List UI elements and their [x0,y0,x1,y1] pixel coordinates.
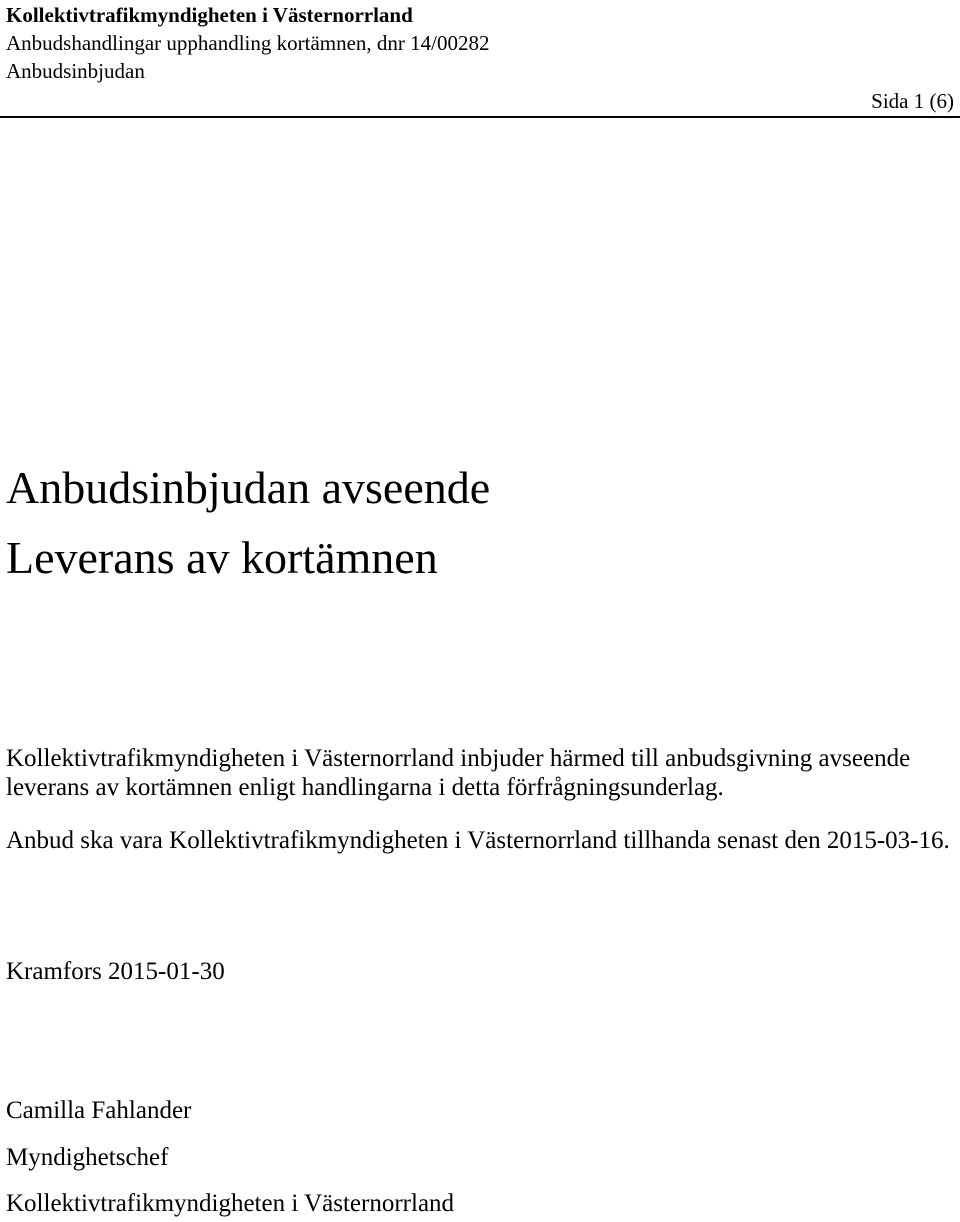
document-title-line-2: Leverans av kortämnen [6,532,438,583]
deadline-paragraph: Anbud ska vara Kollektivtrafikmyndigheten i Västernorrland tillhanda senast den 2015-03-16. [6,827,950,854]
signer-name: Camilla Fahlander [6,1097,192,1124]
header-subtitle: Anbudshandlingar upphandling kortämnen, dnr 14/00282 [6,31,490,55]
header-divider [0,116,960,118]
header-document-type: Anbudsinbjudan [6,59,145,83]
invitation-paragraph: Kollektivtrafikmyndigheten i Västernorrland inbjuder härmed till anbudsgivning avseende leverans av kortämnen enligt handlingarna i detta förfrågningsunderlag. [6,745,911,801]
place-and-date: Kramfors 2015-01-30 [6,958,225,985]
signer-role: Myndighetschef [6,1144,169,1171]
document-title-line-1: Anbudsinbjudan avseende [6,462,491,513]
page-number: Sida 1 (6) [871,89,954,113]
header-organization: Kollektivtrafikmyndigheten i Västernorrland [6,3,413,27]
signer-organization: Kollektivtrafikmyndigheten i Västernorrland [6,1190,455,1217]
